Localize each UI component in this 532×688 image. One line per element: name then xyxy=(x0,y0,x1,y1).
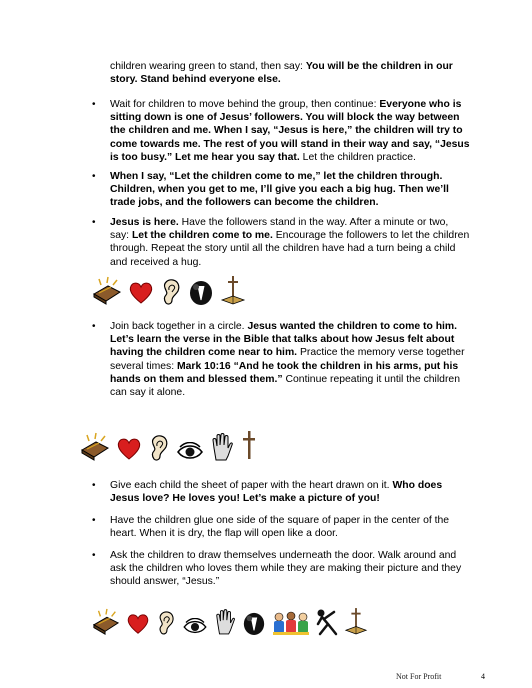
heart-icon xyxy=(128,280,154,306)
icon-row-1 xyxy=(92,274,252,306)
bullet: • xyxy=(92,217,96,228)
bold-run: Mark 10:16 “And he took the children in his arms, put his hands on them and blessed them.” xyxy=(110,360,459,385)
bible-icon xyxy=(92,608,120,636)
bold-run: Jesus wanted the children to come to him. Let’s learn the verse in the Bible that talks about how Jesus felt about having the children come near to him. xyxy=(110,321,458,359)
bold-run: When I say, “Let the children come to me,” let the children through. Children, when you get to me, I’ll give you each a big hug. Then we’ll trade jobs, and the followers can become the children. xyxy=(110,171,449,209)
text-run: children wearing green to stand, then say: xyxy=(110,61,306,72)
bullet: • xyxy=(92,99,96,110)
eye-icon xyxy=(176,442,204,462)
heart-icon xyxy=(116,436,142,462)
heart-icon xyxy=(126,612,150,636)
paragraph-memory-verse xyxy=(110,320,470,399)
text-run: Join back together in a circle. xyxy=(110,321,248,332)
bible-icon xyxy=(80,432,110,462)
bold-run: Everyone who is sitting down is one of Jesus’ followers. You will block the way between the children and me. When I say, “Jesus is here,” the children will try to come towards me. The rest of you will stand in their way and say, “Jesus is too busy.” Let me hear you say that. xyxy=(110,99,470,163)
group-children-icon xyxy=(272,610,310,636)
hand-icon xyxy=(210,432,234,462)
page-number: 4 xyxy=(481,672,485,681)
eye-icon xyxy=(182,618,208,636)
text-run: Wait for children to move behind the group, then continue: xyxy=(110,99,380,110)
praying-icon xyxy=(188,278,214,306)
icon-row-2 xyxy=(80,430,264,462)
text-run: Have the children glue one side of the square of paper in the center of the heart. When it is dry, the flap will open like a door. xyxy=(110,515,450,540)
praying-icon xyxy=(242,610,266,636)
bullet: • xyxy=(92,480,96,491)
ear-icon xyxy=(148,434,170,462)
bullet: • xyxy=(92,321,96,332)
text-run: Let the children practice. xyxy=(299,151,416,163)
text-run: Give each child the sheet of paper with the heart drawn on it. xyxy=(110,480,393,491)
paragraph-heart-sheet xyxy=(110,479,470,505)
paragraph-jesus-is-here xyxy=(110,216,470,269)
text-run: Encourage the followers to let the children through. Repeat the story until all the children have had a turn being a child and received a hug. xyxy=(110,230,470,268)
bold-run: Let the children come to me. xyxy=(131,230,273,242)
bold-run: Who does Jesus love? He loves you! Let’s make a picture of you! xyxy=(110,480,443,505)
bullet: • xyxy=(92,171,96,182)
text-run: Ask the children to draw themselves underneath the door. Walk around and ask the children who loves them while they are making their picture and they should answer, “Jesus.” xyxy=(110,550,462,588)
footer-text: Not For Profit xyxy=(396,672,442,681)
bold-run: You will be the children in our story. Stand behind everyone else. xyxy=(110,61,453,86)
stretch-figure-icon xyxy=(316,608,338,636)
icon-row-3 xyxy=(92,606,374,636)
ear-icon xyxy=(156,610,176,636)
paragraph-block-way xyxy=(110,98,470,164)
text-run: Continue repeating it until the children can say it alone. xyxy=(110,373,460,399)
cross-book-icon xyxy=(344,606,368,636)
paragraph-continuation xyxy=(110,60,470,86)
ear-icon xyxy=(160,278,182,306)
cross-icon xyxy=(240,430,258,462)
bullet: • xyxy=(92,515,96,526)
bible-icon xyxy=(92,276,122,306)
hand-icon xyxy=(214,608,236,636)
paragraph-glue-paper xyxy=(110,514,470,540)
text-run: Have the followers stand in the way. After a minute or two, say: xyxy=(110,217,449,242)
cross-book-icon xyxy=(220,274,246,306)
bold-run: Jesus is here. xyxy=(110,217,179,228)
paragraph-let-children xyxy=(110,170,470,210)
paragraph-draw-themselves xyxy=(110,549,470,589)
text-run: Practice the memory verse together several times: xyxy=(110,347,465,372)
bullet: • xyxy=(92,550,96,561)
